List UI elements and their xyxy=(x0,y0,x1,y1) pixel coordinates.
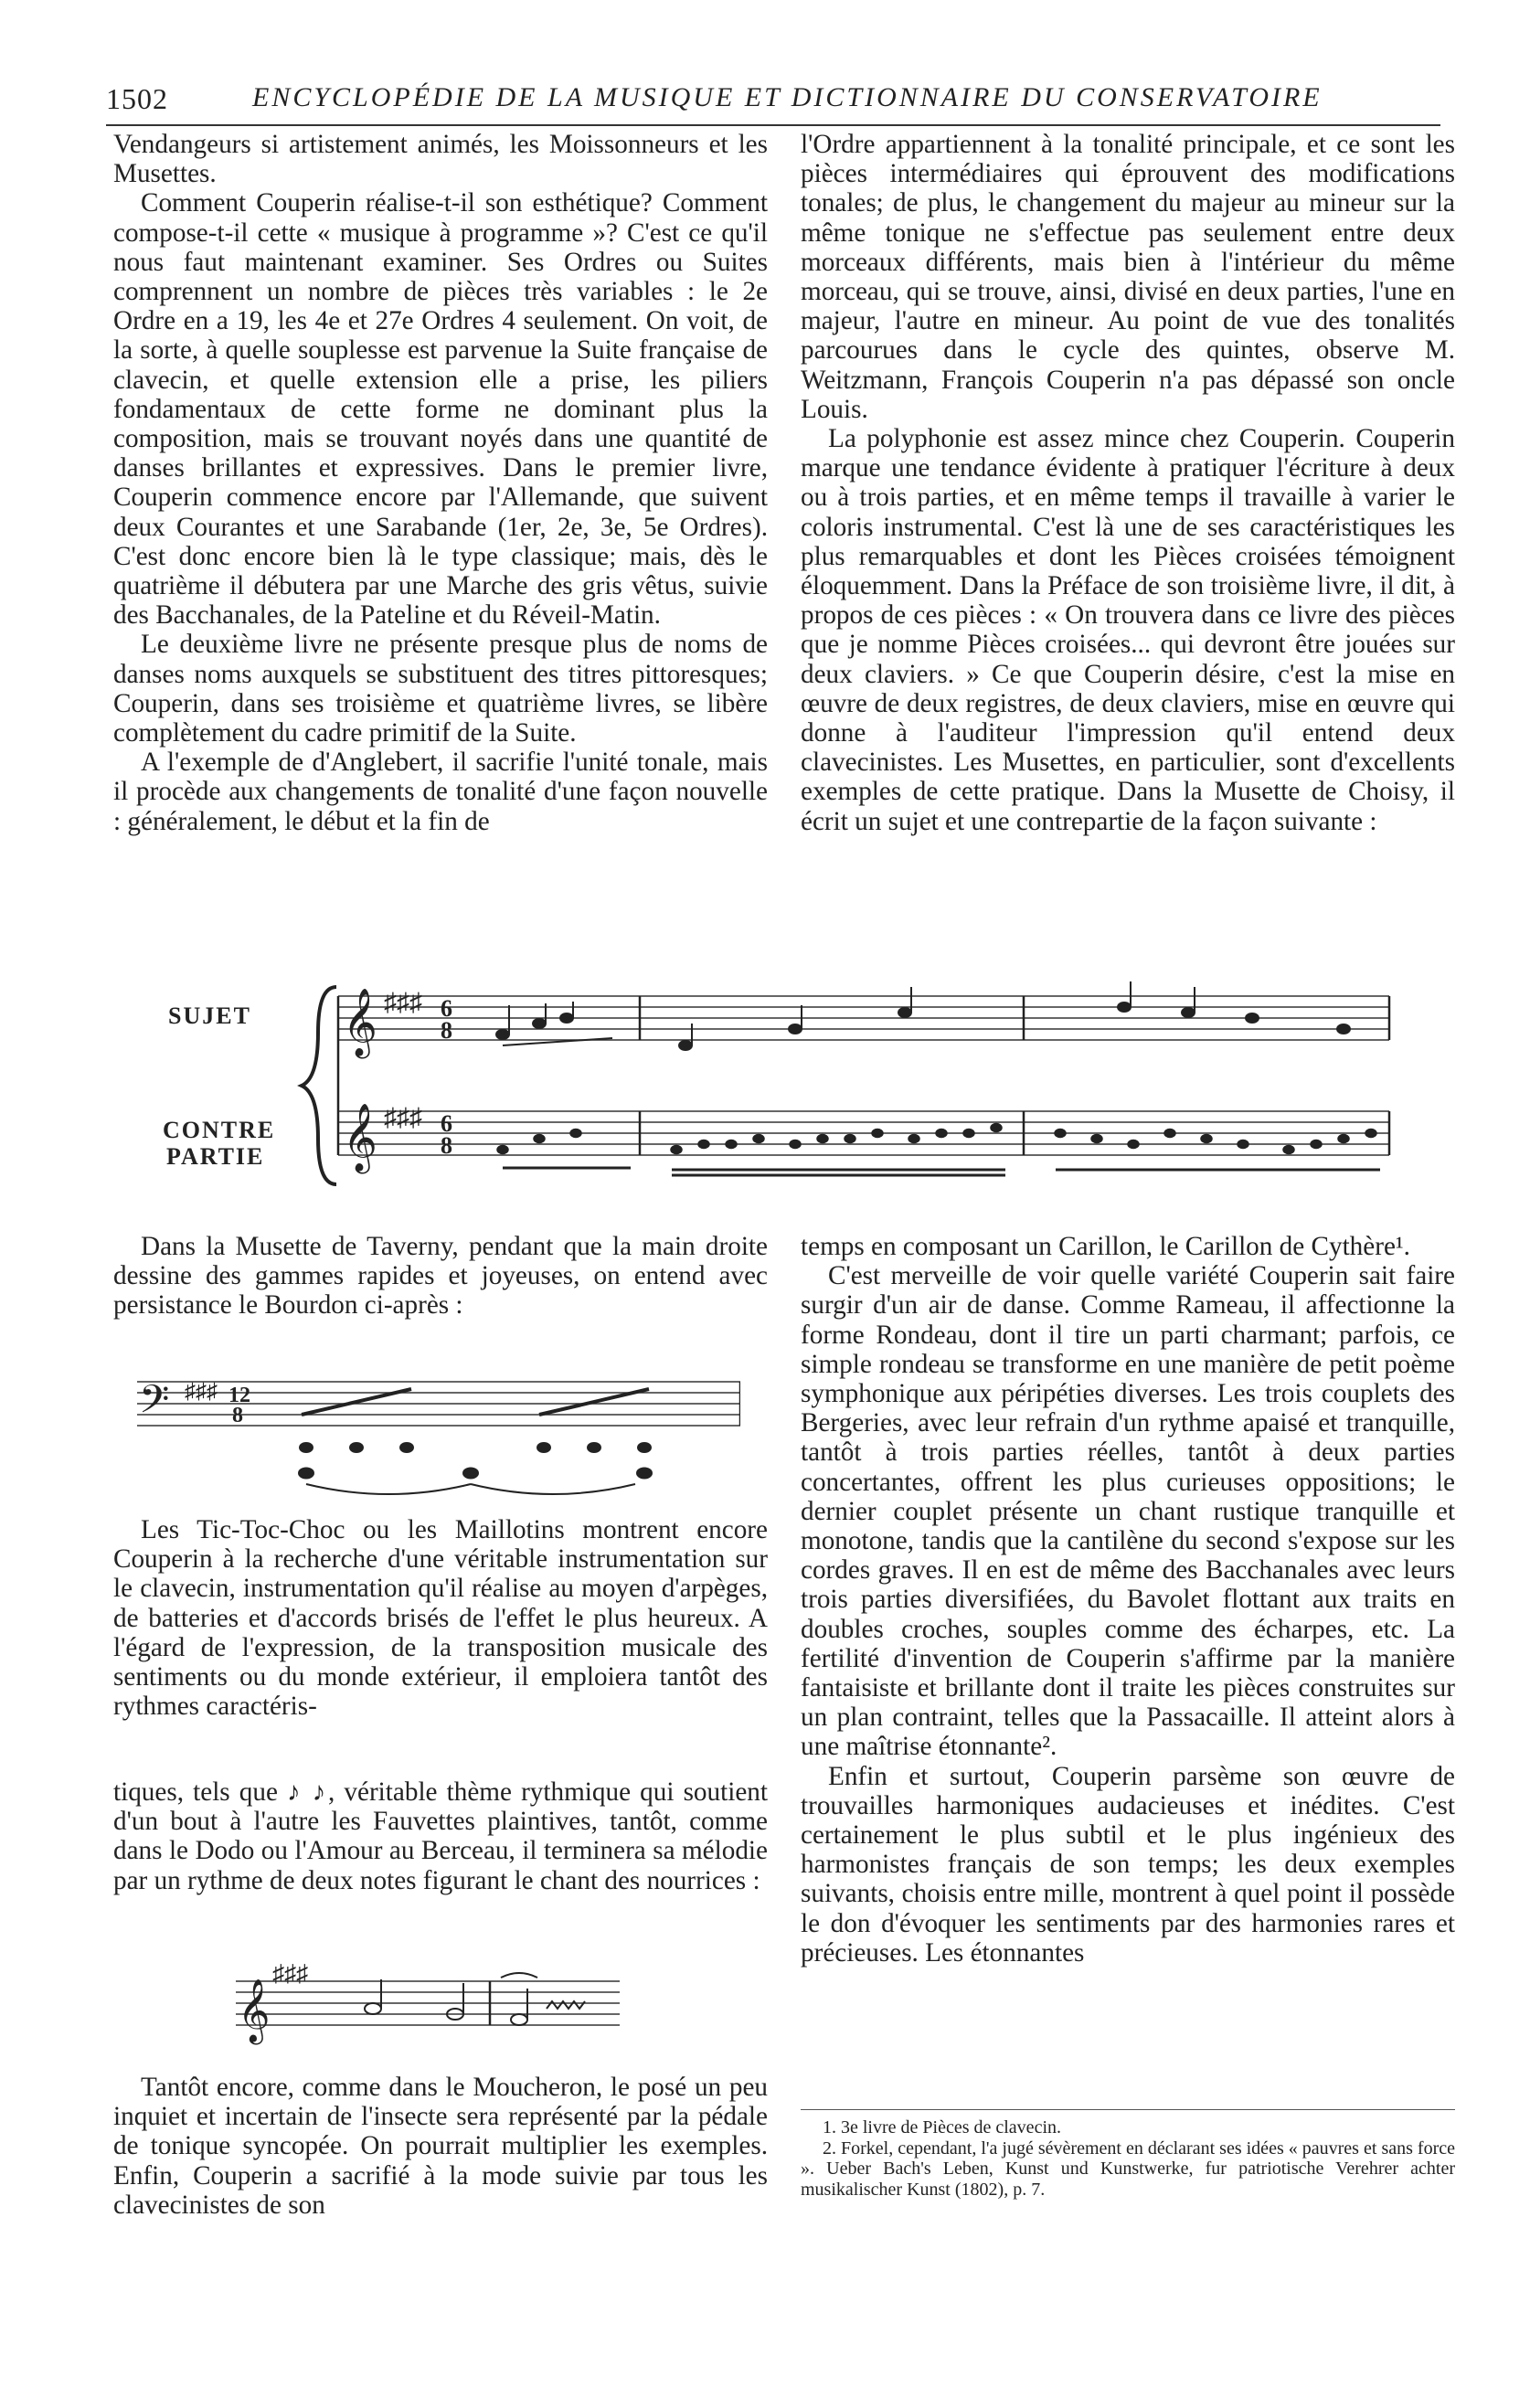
paragraph: Tantôt encore, comme dans le Moucheron, le posé un peu inquiet et incertain de l'insecte sera représenté par la pédale de tonique syncopée. On pourrait multiplier les exemples. Enfin, Couperin a sacrifié à la mode suivie par tous les clavecinistes de son xyxy=(113,2073,768,2220)
paragraph: A l'exemple de d'Anglebert, il sacrifie l'unité tonale, mais il procède aux changements de tonalité d'une façon nouvelle : généralement, le début et la fin de xyxy=(113,748,768,836)
music-example-dodo xyxy=(236,1954,620,2045)
system-brace xyxy=(302,987,336,1184)
paragraph: Le deuxième livre ne présente presque plus de noms de danses noms auxquels se substituent des titres pittoresques; Couperin, dans ses troisième et quatrième livres, se libère complètement du cadre primitif de la Suite. xyxy=(113,630,768,748)
paragraph: temps en composant un Carillon, le Carillon de Cythère¹. xyxy=(801,1232,1410,1261)
treble-clef-icon: 𝄞 xyxy=(238,1978,271,2042)
column-left-top xyxy=(113,130,768,836)
column-left-rhythms xyxy=(113,1777,768,1895)
notes-bourdon xyxy=(299,1389,652,1494)
paragraph: Enfin et surtout, Couperin parsème son œuvre de trouvailles harmoniques audacieuses et inédites. C'est certainement le plus subtil et le plus ingénieux des harmonistes français de son temps; les deux exemples suivants, choisis entre mille, montrent à quel point il possède le don d'évoquer les sentiments par des harmonies rares et précieuses. Les étonnantes xyxy=(801,1761,1455,1968)
label-contre: CONTRE xyxy=(163,1117,276,1143)
music-example-sujet-contrepartie xyxy=(155,950,1398,1197)
staff-lower xyxy=(338,1111,1389,1155)
key-signature: ♯♯♯ xyxy=(384,1104,422,1132)
paragraph: l'Ordre appartiennent à la tonalité principale, et ce sont les pièces intermédiaires qui éprouvent des modifications tonales; de plus, le changement du majeur au mineur sur la même tonique ne s'effectue pas seulement entre deux morceaux différents, mais bien à l'intérieur du même morceau, qui se trouve, ainsi, divisé en deux parties, l'une en majeur, l'autre en mineur. Au point de vue des tonalités parcourues dans le cycle des quintes, observe M. Weitzmann, François Couperin n'a pas dépassé son oncle Louis. xyxy=(801,130,1455,424)
time-signature: 12 xyxy=(228,1384,250,1407)
column-left-tictoc xyxy=(113,1515,768,1721)
paragraph: Comment Couperin réalise-t-il son esthétique? Comment compose-t-il cette « musique à programme »? C'est ce qu'il nous faut maintenant examiner. Ses Ordres ou Suites comprennent un nombre de pièces très variables : le 2e Ordre en a 19, les 4e et 27e Ordres 4 seulement. On voit, de la sorte, à quelle souplesse est parvenue la Suite française de clavecin, et quelle extension elle a prise, les piliers fondamentaux de cette forme ne dominant plus la composition, mais se trouvant noyés dans une quantité de danses brillantes et expressives. Dans le premier livre, Couperin commence encore par l'Allemande, que suivent deux Courantes et une Sarabande (1er, 2e, 3e, 5e Ordres). C'est donc encore bien là le type classique; mais, dès le quatrième il débutera par une Marche des gris vêtus, suivie des Bacchanales, de la Pateline et du Réveil-Matin. xyxy=(113,188,768,631)
label-sujet: SUJET xyxy=(168,1002,251,1029)
time-signature: 6 xyxy=(441,995,452,1022)
running-title: ENCYCLOPÉDIE DE LA MUSIQUE ET DICTIONNAIRE DU CONSERVATOIRE xyxy=(252,82,1323,112)
music-example-bourdon xyxy=(137,1362,740,1512)
time-signature: 8 xyxy=(441,1132,452,1159)
column-left-musette xyxy=(113,1232,768,1321)
bass-clef-icon: 𝄢 xyxy=(139,1377,170,1432)
paragraph: Dans la Musette de Taverny, pendant que la main droite dessine des gammes rapides et joyeuses, on entend avec persistance le Bourdon ci-après : xyxy=(113,1232,768,1321)
time-signature: 6 xyxy=(441,1110,452,1137)
column-left-bottom xyxy=(113,2073,768,2220)
key-signature: ♯♯♯ xyxy=(185,1380,218,1404)
paragraph: Vendangeurs si artistement animés, les Moissonneurs et les Musettes. xyxy=(113,130,768,189)
paragraph: La polyphonie est assez mince chez Couperin. Couperin marque une tendance évidente à pratiquer l'écriture à deux ou à trois parties, et en même temps il travaille à varier le coloris instrumental. C'est là une de ses caractéristiques les plus remarquables et dont les Pièces croisées témoignent éloquemment. Dans la Préface de son troisième livre, il dit, à propos de ces pièces : « On trouvera dans ce livre des pièces que je nomme Pièces croisées... qui devront être jouées sur deux claviers. » Ce que Couperin désire, c'est la mise en œuvre de deux registres, de deux claviers, mise en œuvre qui donne à l'auditeur l'impression qu'il entend deux clavecinistes. Les Musettes, en particulier, sont d'excellents exemples de cette pratique. Dans la Musette de Choisy, il écrit un sujet et une contrepartie de la façon suivante : xyxy=(801,424,1455,836)
treble-clef-icon: 𝄞 xyxy=(343,1104,377,1172)
footnote: 1. 3e livre de Pièces de clavecin. xyxy=(823,2117,1061,2137)
barlines xyxy=(338,996,1389,1155)
paragraph: Les Tic-Toc-Choc ou les Maillotins montrent encore Couperin à la recherche d'une véritable instrumentation sur le clavecin, instrumentation qu'il réalise au moyen d'arpèges, de batteries et d'accords brisés de l'effet le plus heureux. A l'égard de l'expression, de la transposition musicale des sentiments ou du monde extérieur, il emploiera tantôt des rythmes caractéris- xyxy=(113,1515,768,1722)
treble-clef-icon: 𝄞 xyxy=(343,989,377,1056)
key-signature: ♯♯♯ xyxy=(272,1960,308,1987)
page-number: 1502 xyxy=(106,82,168,115)
staff-bourdon xyxy=(137,1382,740,1426)
column-right-top xyxy=(801,130,1455,836)
paragraph: C'est merveille de voir quelle variété Couperin sait faire surgir d'un air de danse. Comme Rameau, il affectionne la forme Rondeau, dont il tire un parti charmant; parfois, ce simple rondeau se transforme en une manière de petit poème symphonique aux péripéties diverses. Les trois couplets des Bergeries, avec leur refrain d'un rythme apaisé et tranquille, tantôt à trois parties réelles, tantôt à deux parties concertantes, offrent les plus curieuses oppositions; le dernier couplet présente un chant rustique tranquille et monotone, tandis que la cantilène du second s'expose sur les cordes graves. Il en est de même des Bacchanales avec leurs trois parties diversifiées, du Bavolet flottant aux traits en doubles croches, souples comme des écharpes, etc. La fertilité d'invention de Couperin s'affirme par la manière fantaisiste et brillante dont il traite les pièces construites sur un plan contraint, telles que la Passacaille. Il atteint alors à une maîtrise étonnante². xyxy=(801,1261,1455,1762)
time-signature: 8 xyxy=(232,1404,243,1427)
paragraph: tiques, tels que ♪ ♪, véritable thème rythmique qui soutient d'un bout à l'autre les Fauvettes plaintives, tantôt, comme dans le Dodo ou l'Amour au Berceau, il terminera sa mélodie par un rythme de deux notes figurant le chant des nourrices : xyxy=(113,1777,768,1895)
footnote: 2. Forkel, cependant, l'a jugé sévèrement en déclarant ses idées « pauvres et sans force ». Ueber Bach's Leben, Kunst und Kunstwerke, fur patriotische Verehrer achter musikalischer Kunst (1802), p. 7. xyxy=(801,2137,1455,2200)
page-header xyxy=(106,77,1440,126)
notes-lower xyxy=(497,1124,1380,1176)
label-partie: PARTIE xyxy=(166,1143,265,1170)
footnotes xyxy=(801,2109,1455,2200)
key-signature: ♯♯♯ xyxy=(384,989,422,1017)
time-signature: 8 xyxy=(441,1017,452,1044)
column-right-bottom xyxy=(801,1232,1455,1968)
